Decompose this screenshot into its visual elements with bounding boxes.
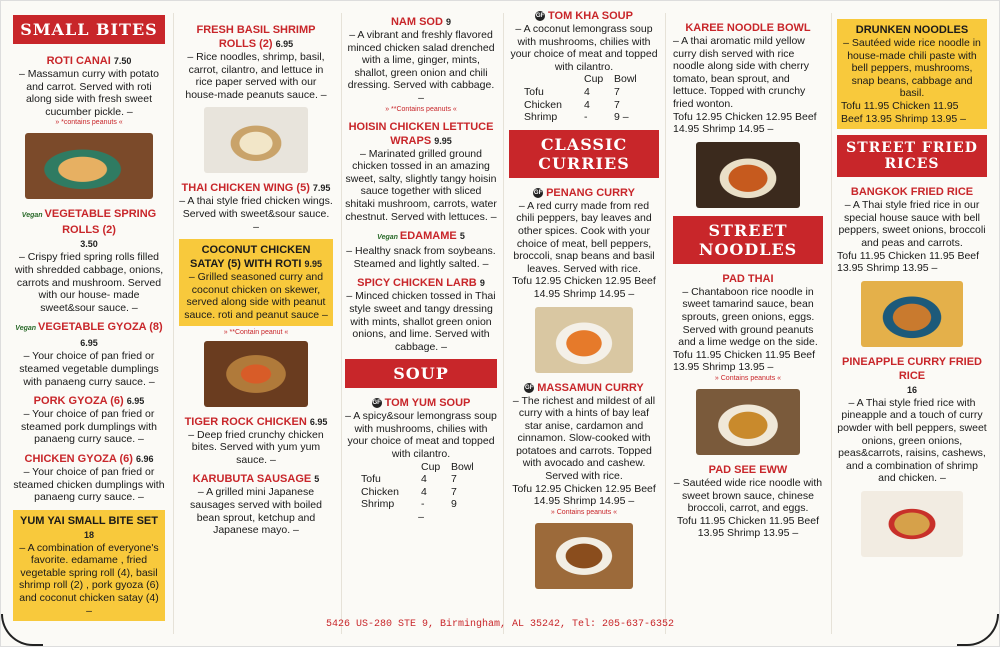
item-title: TOM YUM SOUP — [384, 397, 471, 410]
item-title: TOM KHA SOUP — [548, 10, 633, 22]
item-title: PINEAPPLE CURRY FRIED RICE — [842, 355, 982, 382]
item-desc: – Your choice of pan fried or steamed pork dumplings with panaeng curry sauce. – — [21, 408, 157, 446]
gluten-free-icon: GF — [372, 400, 381, 407]
page-corner-decoration — [1, 614, 43, 646]
item-price: 16 — [906, 384, 917, 395]
item-title: TIGER ROCK CHICKEN — [184, 415, 307, 428]
item-prices: Tofu 12.95 Chicken 12.95 Beef 14.95 Shrimp 14.95 – — [512, 275, 656, 300]
item-title: PAD SEE EWW — [708, 463, 788, 476]
food-photo-massamun-curry — [535, 523, 633, 589]
food-photo-shrimp-rolls — [204, 107, 308, 173]
column-divider — [173, 13, 174, 634]
menu-item-vegetable-gyoza — [13, 320, 165, 388]
food-photo-karee-noodle — [696, 142, 800, 208]
item-desc: – A thai aromatic mild yellow curry dish served with rice noodle along side with cherry tomato, bean sprout, and lettuce. Topped with crunchy fried wonton. — [673, 35, 809, 110]
item-desc: – A spicy&sour lemongrass soup with mushrooms, chilies with your choice of meat and topped with cilantro. — [345, 410, 497, 461]
restaurant-address: 5426 US-280 STE 9, Birmingham, AL 35242, Tel: 205-637-6352 — [325, 619, 675, 630]
item-desc: – Your choice of pan fried or steamed chicken dumplings with panaeng curry sauce. – — [13, 465, 165, 504]
section-street-fried-rices: STREET FRIED RICES — [837, 135, 987, 177]
item-price: 9.95 — [434, 135, 452, 146]
item-price: 6.96 — [135, 453, 154, 464]
menu-item-thai-chicken-wing — [179, 181, 333, 233]
item-price: 5 — [314, 474, 320, 485]
menu-item-roti-canai — [13, 54, 165, 127]
item-title: VEGETABLE SPRING ROLLS (2) — [44, 208, 157, 237]
menu-item-edamame — [345, 229, 497, 270]
item-desc: – Deep fried crunchy chicken bites. Served with yum yum sauce. – — [188, 428, 324, 466]
item-desc: – Massamun curry with potato and carrot. Served with roti along side with fresh sweet cucumber pickle. – — [18, 68, 160, 118]
item-title: THAI CHICKEN WING (5) — [181, 182, 310, 195]
item-title: PORK GYOZA (6) — [33, 395, 124, 408]
page-corner-decoration — [957, 614, 999, 646]
item-price: 6.95 — [275, 39, 294, 49]
item-prices: Tofu 12.95 Chicken 12.95 Beef 14.95 Shrimp 14.95 – — [673, 110, 817, 136]
food-photo-satay — [204, 341, 308, 407]
item-price: 9 — [479, 278, 485, 289]
item-price: 9.95 — [304, 259, 323, 270]
item-price: 7.95 — [312, 183, 331, 194]
item-price: 3.50 — [80, 239, 98, 250]
item-prices: Tofu 11.95 Chicken 11.95 Beef 13.95 Shrimp 13.95 – — [837, 249, 980, 275]
gluten-free-icon: GF — [533, 189, 543, 196]
item-title: NAM SOD — [390, 16, 443, 28]
item-note: » Contains peanuts « — [550, 508, 618, 516]
item-desc: – The richest and mildest of all curry with a hints of bay leaf star anise, cardamon and cinnamon. Slow-cooked with potatoes and carrots. Topped with avocado and cashew. Served with rice. — [512, 394, 656, 483]
menu-item-coconut-chicken-satay — [179, 239, 333, 325]
item-title: ROTI CANAI — [46, 55, 111, 67]
item-desc: – Healthy snack from soybeans. Steamed and lightly salted. – — [346, 245, 496, 270]
item-note: » Contains peanuts « — [714, 374, 782, 382]
item-price: 5 — [459, 231, 465, 242]
food-photo-bangkok-fried-rice — [861, 281, 963, 347]
item-prices: Tofu 11.95 Chicken 11.95 Beef 13.95 Shrimp 13.95 – — [673, 348, 816, 374]
food-photo-penang-curry — [535, 307, 633, 373]
menu-item-spicy-chicken-larb — [345, 276, 497, 353]
item-desc: – Your choice of pan fried or steamed vegetable dumplings with panaeng curry sauce. – — [19, 350, 159, 388]
menu-item-tiger-rock-chicken — [179, 415, 333, 467]
vegan-icon: Vegan — [21, 212, 43, 220]
item-desc: – Rice noodles, shrimp, basil, carrot, cilantro, and lettuce in rice paper served with our house-made peanuts sauce. – — [185, 51, 327, 101]
menu-item-basil-shrimp-rolls — [179, 23, 333, 101]
item-note: » *contains peanuts « — [55, 119, 123, 127]
column-3 — [345, 15, 497, 530]
menu-item-penang-curry — [509, 186, 659, 301]
column-4 — [509, 9, 659, 597]
item-title: DRUNKEN NOODLES — [855, 24, 969, 36]
menu-item-hoisin-lettuce-wraps — [345, 120, 497, 224]
item-price: 6.95 — [80, 338, 98, 349]
column-5 — [673, 21, 823, 546]
item-prices: Tofu 11.95 Chicken 11.95 Beef 13.95 Shrimp 13.95 – — [841, 99, 966, 125]
column-1 — [13, 15, 165, 627]
section-soup: SOUP — [345, 359, 497, 388]
item-desc: – A red curry made from red chili peppers, bay leaves and other spices. Cook with your choice of meat, bell peppers, broccoli, snap beans and basil leaves. Served with rice. — [513, 199, 655, 275]
vegan-icon: Vegan — [377, 234, 398, 242]
menu-item-pineapple-curry-fried-rice — [837, 355, 987, 485]
item-title: PENANG CURRY — [546, 186, 635, 199]
menu-item-pad-see-eww — [673, 463, 823, 540]
item-desc: – Chantaboon rice noodle in sweet tamarind sauce, bean sprouts, green onions, eggs. Served with ground peanuts and a lime wedge on the side. — [678, 285, 818, 349]
item-desc: – A grilled mini Japanese sausages served with boiled bean sprout, ketchup and Japanese mayo. – — [190, 486, 322, 537]
item-note: » **Contains peanuts « — [385, 105, 457, 113]
item-price: 9 — [446, 17, 452, 27]
menu-item-tom-yum-soup: GF TOM YUM SOUP – A spicy&sour lemongrass soup with mushrooms, chilies with your choice of meat and topped with cilantro. Cup Bowl Tofu 4 7 Chicken 4 7 Shrimp - 9 – — [345, 397, 497, 524]
gluten-free-icon: GF — [535, 13, 545, 20]
item-price: 6.95 — [309, 416, 328, 427]
item-title: EDAMAME — [399, 230, 457, 243]
menu-item-karubuta-sausage — [179, 472, 333, 536]
item-price: 6.95 — [126, 396, 145, 407]
item-desc: – Sautéed wide rice noodle in house-made chili paste with bell peppers, mushrooms, snap beans, cabbage and basil. — [843, 37, 981, 100]
menu-item-yum-yai-set — [13, 510, 165, 622]
food-photo-roti-canai — [25, 133, 153, 199]
menu-item-bangkok-fried-rice — [837, 185, 987, 275]
menu-item-vegetable-spring-rolls — [13, 207, 165, 314]
item-title: CHICKEN GYOZA (6) — [24, 452, 133, 465]
column-2 — [179, 15, 333, 543]
menu-item-tom-kha-soup — [509, 9, 659, 124]
item-title: BANGKOK FRIED RICE — [850, 186, 974, 199]
gluten-free-icon: GF — [525, 384, 534, 391]
menu-item-massamun-curry — [509, 381, 659, 517]
item-desc: – A thai style fried chicken wings. Served with sweet&sour sauce. – — [179, 195, 333, 233]
item-title: KAREE NOODLE BOWL — [685, 22, 811, 34]
item-title: VEGETABLE GYOZA (8) — [38, 321, 163, 334]
item-title: SPICY CHICKEN LARB — [357, 277, 477, 290]
column-divider — [831, 13, 832, 634]
item-title: HOISIN CHICKEN LETTUCE WRAPS — [348, 120, 494, 147]
column-divider — [503, 13, 504, 634]
item-title: YUM YAI SMALL BITE SET — [20, 514, 158, 527]
item-desc: – Grilled seasoned curry and coconut chicken on skewer, served along side with peanut sauce. roti and peanut sauce – — [184, 271, 328, 321]
food-photo-pineapple-fried-rice — [861, 491, 963, 557]
item-price: 18 — [83, 529, 94, 540]
item-desc: – A combination of everyone's favorite. edamame , fried vegetable spring roll (4), basil shrimp roll (2) , pork gyoza (6) and coconut chicken satay (4) – — [18, 541, 160, 617]
item-prices: Tofu 11.95 Chicken 11.95 Beef 13.95 Shrimp 13.95 – — [676, 514, 820, 540]
item-desc: – Marinated grilled ground chicken tossed in an amazing sweet, salty, slightly tangy hoisin sauce together with sliced shitaki mushroom, carrots, water chestnut. Served with lettuces. – — [345, 147, 497, 223]
item-title: COCONUT CHICKEN SATAY (5) WITH ROTI — [189, 244, 311, 271]
price-table: Cup Bowl Tofu 4 7 Chicken 4 7 Shrimp - 9 – — [524, 73, 637, 124]
item-title: FRESH BASIL SHRIMP ROLLS (2) — [196, 24, 316, 50]
section-small-bites: SMALL BITES — [13, 15, 165, 44]
section-classic-curries: CLASSIC CURRIES — [509, 130, 659, 178]
food-photo-pad-thai — [696, 389, 800, 455]
column-6 — [837, 19, 987, 565]
item-desc: – A Thai style fried rice in our special house sauce with bell peppers, sweet onions, broccoli and peas and carrots. — [838, 199, 986, 249]
item-title: MASSAMUN CURRY — [537, 381, 644, 394]
item-desc: – A vibrant and freshly flavored minced chicken salad drenched with a lime, ginger, mints, shallot, green onion and chili dressing. Served with cabbage. – — [347, 29, 495, 104]
menu-item-karee-noodle-bowl — [673, 21, 823, 136]
item-title: KARUBUTA SAUSAGE — [192, 473, 312, 486]
menu-item-nam-sod — [345, 15, 497, 114]
item-title: PAD THAI — [722, 272, 774, 285]
item-desc: – Crispy fried spring rolls filled with shredded cabbage, onions, carrots and mushroom. Served with our house- made sweet&sour sauce. – — [14, 251, 164, 314]
item-desc: – A Thai style fried rice with pineapple and a touch of curry powder with bell peppers, sweet onions, green onions, peas&carrots, raisins, cashews, and a combination of shrimp and chicken. – — [837, 396, 987, 485]
menu-item-chicken-gyoza — [13, 452, 165, 504]
menu-item-pad-thai — [673, 272, 823, 383]
item-price: 7.50 — [113, 56, 132, 66]
column-divider — [665, 13, 666, 634]
item-note: » **Contain peanut « — [223, 328, 289, 336]
section-street-noodles: STREET NOODLES — [673, 216, 823, 264]
item-desc: – Minced chicken tossed in Thai style sweet and tangy dressing with mints, shallot green onion onions, and lime. Served with cabbage. – — [346, 290, 496, 353]
item-desc: – Sautéed wide rice noodle with sweet brown sauce, chinese broccoli, carrot, and eggs. — [673, 476, 823, 515]
menu-item-drunken-noodles — [837, 19, 987, 129]
column-divider — [341, 13, 342, 634]
item-desc: – A coconut lemongrass soup with mushrooms, chilies with your choice of meat and topped with cilantro. — [510, 23, 658, 73]
price-table: Cup Bowl Tofu 4 7 Chicken 4 7 Shrimp - 9 — [361, 460, 474, 511]
vegan-icon: Vegan — [15, 325, 37, 333]
item-prices: Tofu 12.95 Chicken 12.95 Beef 14.95 Shrimp 14.95 – — [512, 482, 656, 508]
menu-item-pork-gyoza — [13, 394, 165, 446]
